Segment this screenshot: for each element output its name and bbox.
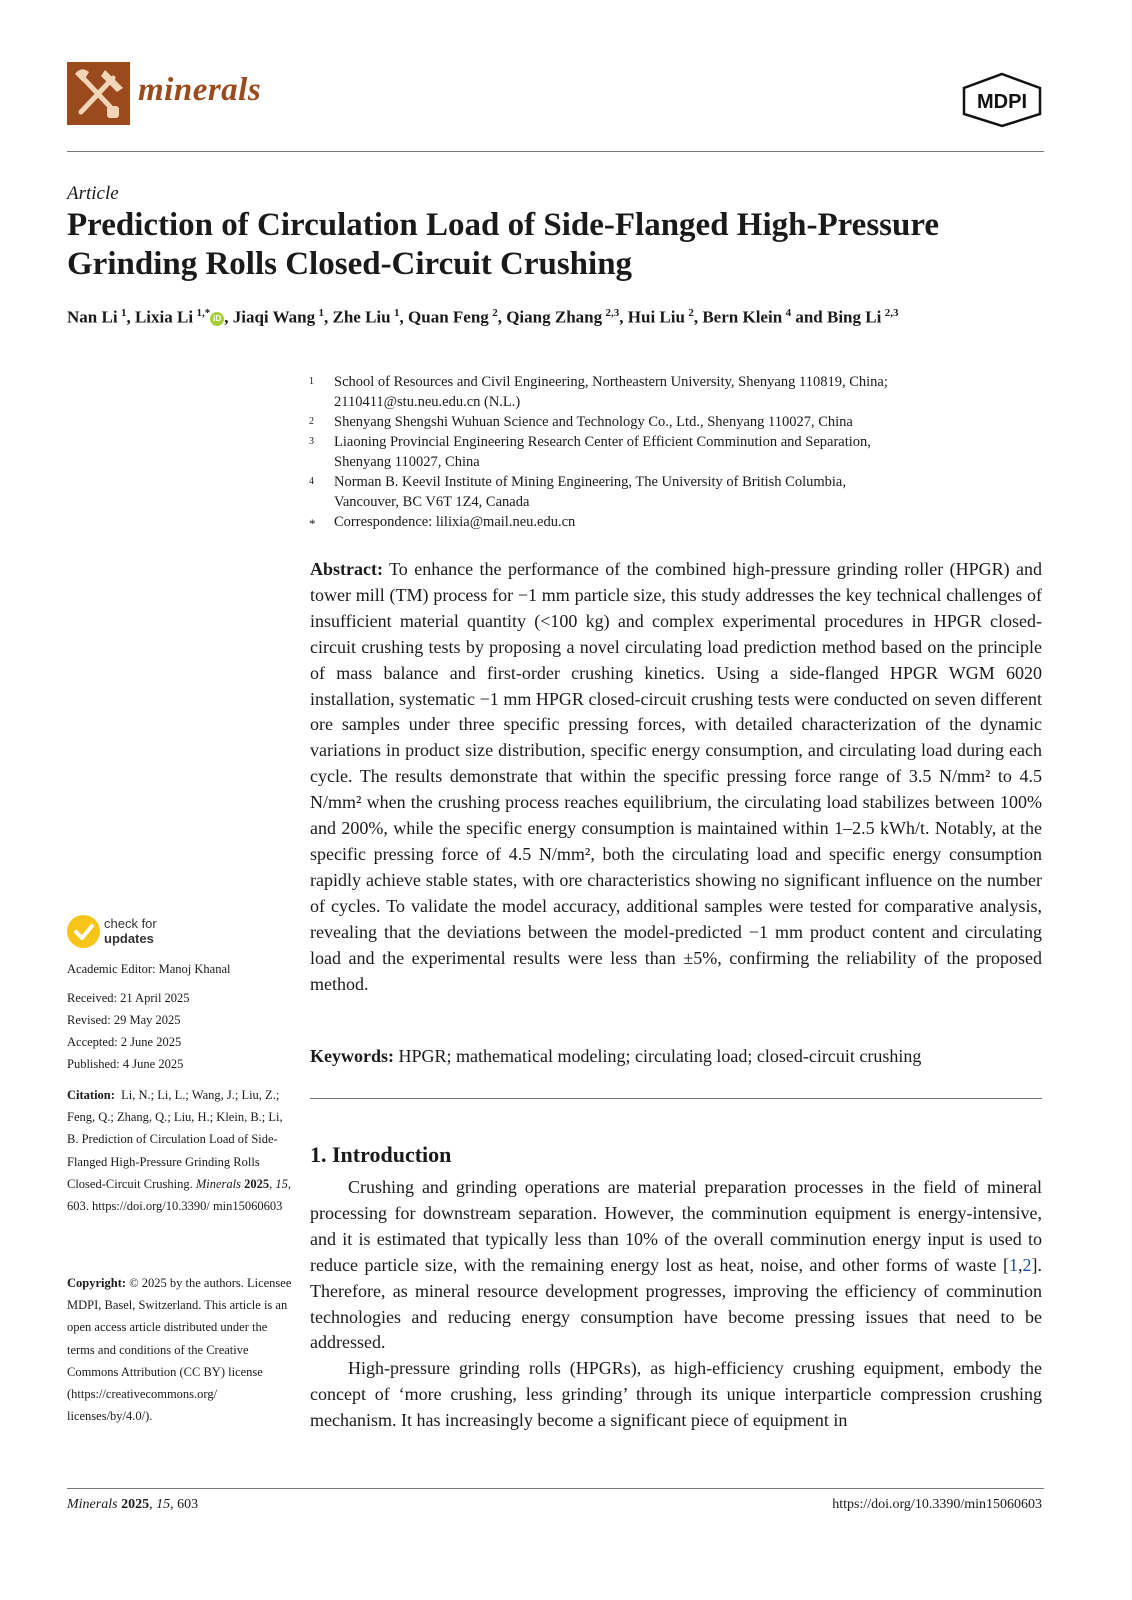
author-name[interactable]: Bern Klein <box>702 307 783 327</box>
author-name[interactable]: Nan Li <box>67 307 118 327</box>
author-affil-mark: 1 <box>394 307 400 319</box>
abstract-label: Abstract: <box>310 559 383 579</box>
citation-volume: 15 <box>275 1176 288 1191</box>
paragraph: High-pressure grinding rolls (HPGRs), as high-efficiency crushing equipment, embody the concept of ‘more crushing, less grinding’ through its unique interparticle compression crushing mechanism. It has increasingly become a significant piece of equipment in <box>310 1358 1042 1431</box>
author-affil-mark: 2,3 <box>605 307 620 319</box>
revised-date: Revised: 29 May 2025 <box>67 1013 181 1027</box>
crossed-shovel-pick-icon <box>67 62 130 125</box>
affiliation-email[interactable]: 2110411@stu.neu.edu.cn (N.L.) <box>334 394 521 410</box>
citation-block: Citation: Li, N.; Li, L.; Wang, J.; Liu, Z.; Feng, Q.; Zhang, Q.; Liu, H.; Klein, B.; Li, B. Prediction of Circulation Load of Side-Flanged High-Pressure Grinding Rolls Closed-Circuit Crushing. Minerals 2025, 15, 603. https://doi.org/10.3390/ min15060603 <box>67 1088 291 1214</box>
author-name[interactable]: Zhe Liu <box>332 307 391 327</box>
affiliation-line: Vancouver, BC V6T 1Z4, Canada <box>334 494 530 510</box>
author-affil-mark: 1 <box>120 307 127 319</box>
check-for-updates-badge[interactable] <box>67 915 187 949</box>
paragraph-text: ]. Therefore, as mineral resource development progresses, improving the efficiency of comminution technologies and reducing energy consumption have become pressing issues that need to be addressed. <box>310 1254 1042 1353</box>
journal-name[interactable]: minerals <box>138 72 262 108</box>
mdpi-logo-text: MDPI <box>977 91 1027 113</box>
keywords-text: HPGR; mathematical modeling; circulating load; closed-circuit crushing <box>398 1046 922 1066</box>
author-list: Nan Li $^1$, Lixia Li $^{1,*}$ iD , Jiaqi Wang $^1$, Zhe Liu $^1$, Quan Feng $^2$, Qiang Zhang $^{2,3}$, Hui Liu $^2$, Bern Klein $^4$ and Bing Li $^{2,3}$ <box>67 307 899 327</box>
author-affil-mark: 1,* <box>196 307 211 319</box>
affiliation-text <box>334 472 1054 512</box>
affiliation-number: 3 <box>309 436 314 447</box>
footer-volume: 15 <box>156 1497 171 1512</box>
keywords-label: Keywords: <box>310 1046 394 1066</box>
paragraph: Crushing and grinding operations are material preparation processes in the field of mineral processing for downstream separation. However, the comminution equipment is energy-intensive, and it is estimated that typically less than 10% of the overall comminution energy input is used to reduce particle size, with the remaining energy lost as heat, noise, and other forms of waste [1,2]. Therefore, as mineral resource development progresses, improving the efficiency of comminution technologies and reducing energy consumption have become pressing issues that need to be addressed. <box>310 1177 1042 1353</box>
author-affil-mark: 2 <box>688 307 694 319</box>
footer-page: , 603 <box>170 1497 199 1512</box>
author-affil-mark: 4 <box>785 307 792 319</box>
header-divider <box>67 151 1044 152</box>
paper-title: Prediction of Circulation Load of Side-Flanged High-Pressure Grinding Rolls Closed-Circuit Crushing <box>67 207 940 282</box>
footer-year: 2025 <box>121 1497 150 1512</box>
affiliation-line: Liaoning Provincial Engineering Research Center of Efficient Comminution and Separation, <box>334 434 871 450</box>
journal-logo[interactable] <box>67 62 130 125</box>
introduction-body <box>310 1175 1042 1434</box>
citation-text: Li, N.; Li, L.; Wang, J.; Liu, Z.; Feng, Q.; Zhang, Q.; Liu, H.; Klein, B.; Li, B. Prediction of Circulation Load of Side-Flanged High-Pressure Grinding Rolls Closed-Circuit Crushing. <box>67 1088 283 1191</box>
accepted-date: Accepted: 2 June 2025 <box>67 1035 182 1049</box>
footer-doi-link[interactable]: https://doi.org/10.3390/min15060603 <box>832 1497 1042 1512</box>
paragraph-text: Crushing and grinding operations are material preparation processes in the field of mineral processing for downstream separation. However, the comminution equipment is energy-intensive, and it is estimated that typically less than 10% of the overall comminution energy input is used to reduce particle size, with the remaining energy lost as heat, noise, and other forms of waste [ <box>310 1177 1042 1275</box>
check-icon <box>67 915 100 948</box>
citation-label: Citation: <box>67 1088 115 1102</box>
affiliation-number: 4 <box>309 476 314 487</box>
copyright-label: Copyright: <box>67 1276 127 1290</box>
academic-editor: Academic Editor: Manoj Khanal <box>67 962 231 976</box>
author-affil-mark: 1 <box>318 307 324 319</box>
author-name[interactable]: Lixia Li <box>134 307 194 327</box>
mdpi-logo[interactable] <box>960 72 1044 128</box>
affiliation-number: 2 <box>309 416 314 427</box>
affiliation-number: 1 <box>309 376 314 387</box>
footer-journal: Minerals <box>67 1497 118 1512</box>
check-updates-line2: updates <box>104 931 154 946</box>
author-name[interactable]: Quan Feng <box>408 307 489 327</box>
author-name[interactable]: Bing Li <box>826 307 882 327</box>
section-divider <box>310 1098 1042 1099</box>
affiliation-line: Shenyang 110027, China <box>334 454 480 470</box>
footer-divider <box>67 1488 1044 1489</box>
citation-link[interactable]: 2 <box>1022 1254 1032 1275</box>
correspondence-email[interactable]: Correspondence: lilixia@mail.neu.edu.cn <box>334 514 576 530</box>
orcid-icon[interactable]: iD <box>210 312 224 326</box>
citation-year: 2025 <box>244 1176 270 1191</box>
citation-link[interactable]: 1 <box>1009 1254 1018 1275</box>
correspondence-mark: * <box>309 516 316 531</box>
affiliation-line: Norman B. Keevil Institute of Mining Engineering, The University of British Columbia, <box>334 474 846 490</box>
affiliation-text <box>334 372 1054 412</box>
footer-citation: Minerals 2025, 15, 603 <box>67 1497 199 1512</box>
check-updates-line1: check for <box>104 916 157 931</box>
copyright-block <box>67 1272 292 1427</box>
section-heading: 1. Introduction <box>310 1142 452 1167</box>
citation-journal: Minerals <box>195 1176 241 1191</box>
author-name[interactable]: Jiaqi Wang <box>232 307 316 327</box>
author-affil-mark: 2 <box>492 307 498 319</box>
author-name[interactable]: Hui Liu <box>627 307 685 327</box>
author-affil-mark: 2,3 <box>884 307 899 319</box>
author-name[interactable]: Qiang Zhang <box>506 307 603 327</box>
keywords <box>310 1046 1042 1067</box>
citation-doi[interactable]: , 603. https://doi.org/10.3390/ min15060603 <box>67 1176 291 1214</box>
affiliation-text <box>334 432 1054 472</box>
published-date: Published: 4 June 2025 <box>67 1057 184 1071</box>
abstract-text: To enhance the performance of the combined high-pressure grinding roller (HPGR) and tower mill (TM) process for −1 mm particle size, this study addresses the key technical challenges of insufficient material quantity (<100 kg) and complex experimental procedures in HPGR closed-circuit crushing tests by proposing a novel circulating load prediction method based on the principle of mass balance and first-order crushing kinetics. Using a side-flanged HPGR WGM 6020 installation, systematic −1 mm HPGR closed-circuit crushing tests were conducted on seven different ore samples under three specific pressing forces, with detailed characterization of the dynamic variations in product size distribution, specific energy consumption, and circulating load during each cycle. The results demonstrate that within the specific pressing force range of 3.5 N/mm² to 4.5 N/mm² when the crushing process reaches equilibrium, the circulating load stabilizes between 100% and 200%, while the specific energy consumption is maintained within 1–2.5 kWh/t. Notably, at the specific pressing force of 4.5 N/mm², both the circulating load and specific energy consumption rapidly achieve stable states, with ore characteristics showing no significant influence on the number of cycles. To validate the model accuracy, additional samples were tested for comparative analysis, revealing that the deviations between the model-predicted −1 mm product content and circulating load and the experimental results were less than ±5%, confirming the reliability of the proposed method. <box>310 559 1042 994</box>
abstract <box>310 557 1042 997</box>
copyright-text: © 2025 by the authors. Licensee MDPI, Basel, Switzerland. This article is an open access article distributed under the terms and conditions of the Creative Commons Attribution (CC BY) license (https://creativecommons.org/ licenses/by/4.0/). <box>67 1276 292 1424</box>
article-type: Article <box>67 183 119 204</box>
affiliation-line: School of Resources and Civil Engineering, Northeastern University, Shenyang 110819, China; <box>334 374 888 390</box>
affiliation-text: Shenyang Shengshi Wuhuan Science and Technology Co., Ltd., Shenyang 110027, China <box>334 414 853 430</box>
received-date: Received: 21 April 2025 <box>67 991 190 1005</box>
